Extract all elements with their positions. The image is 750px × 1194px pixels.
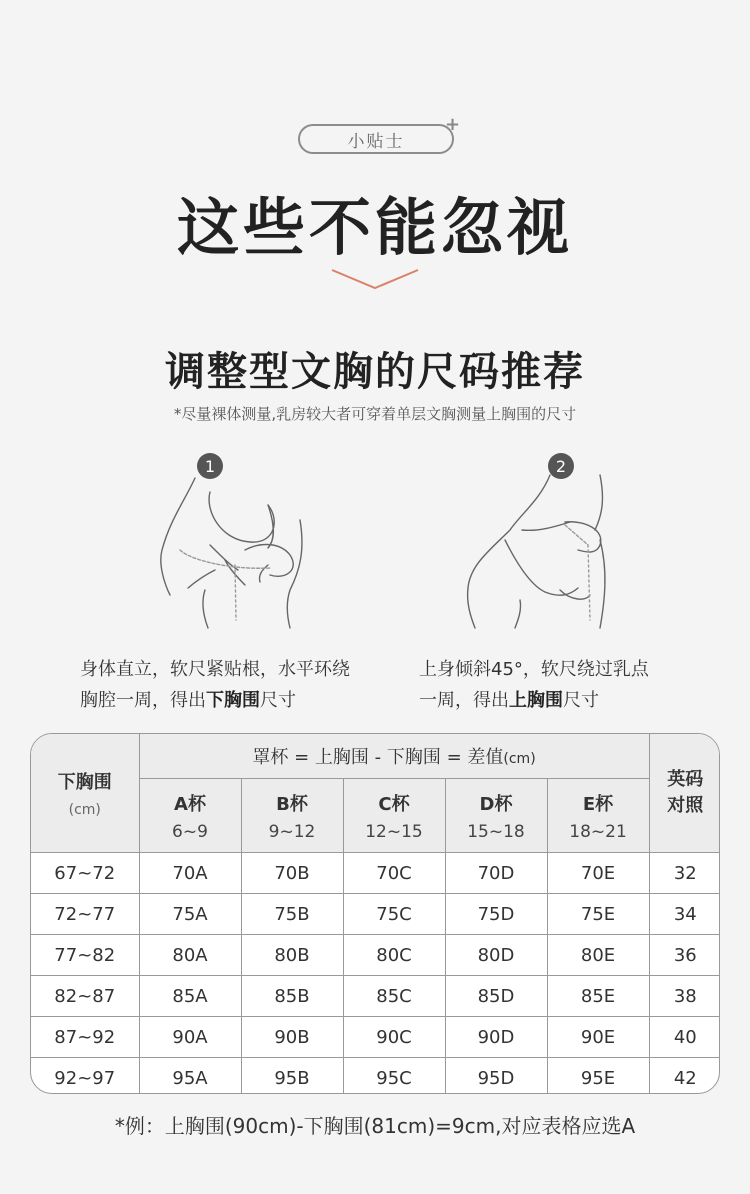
size-cell: 85A (139, 976, 241, 1017)
front-measure-illustration (150, 470, 320, 630)
size-cell: 95D (445, 1058, 547, 1095)
table-row (31, 1058, 720, 1095)
table-row (31, 894, 720, 935)
section-title: 调整型文胸的尺码推荐 (165, 349, 585, 395)
size-cell: 90C (343, 1017, 445, 1058)
under-bust-header: 下胸围 (cm) (31, 734, 139, 853)
chevron-down-icon (330, 268, 420, 292)
under-bust-cell: 77~82 (31, 935, 139, 976)
size-cell: 75C (343, 894, 445, 935)
uk-size-cell: 32 (649, 853, 720, 894)
table-row (31, 853, 720, 894)
step-2-badge: 2 (548, 453, 574, 479)
plus-icon: + (445, 114, 461, 135)
step-1-line-1: 身体直立，软尺紧贴根，水平环绕 (80, 659, 350, 680)
cup-header-3: D杯 15~18 (445, 779, 547, 853)
under-bust-cell: 82~87 (31, 976, 139, 1017)
size-cell: 85C (343, 976, 445, 1017)
size-cell: 90E (547, 1017, 649, 1058)
measure-note: *尽量裸体测量,乳房较大者可穿着单层文胸测量上胸围的尺寸 (173, 405, 577, 423)
cup-header-4: E杯 18~21 (547, 779, 649, 853)
size-cell: 80A (139, 935, 241, 976)
tip-label: 小贴士 (347, 131, 405, 152)
size-cell: 95C (343, 1058, 445, 1095)
step-2-line-1: 上身倾斜45°，软尺绕过乳点 (419, 659, 649, 680)
size-cell: 75D (445, 894, 547, 935)
size-cell: 95E (547, 1058, 649, 1095)
step-2-caption (419, 654, 649, 716)
table-row (31, 1017, 720, 1058)
cup-header-2: C杯 12~15 (343, 779, 445, 853)
size-cell: 80D (445, 935, 547, 976)
size-cell: 75B (241, 894, 343, 935)
size-cell: 85D (445, 976, 547, 1017)
size-cell: 70A (139, 853, 241, 894)
under-bust-cell: 67~72 (31, 853, 139, 894)
size-cell: 70E (547, 853, 649, 894)
size-cell: 95A (139, 1058, 241, 1095)
size-cell: 80C (343, 935, 445, 976)
cup-formula-header: 罩杯 = 上胸围 - 下胸围 = 差值(cm) (139, 734, 649, 779)
size-cell: 70C (343, 853, 445, 894)
uk-size-cell: 42 (649, 1058, 720, 1095)
cup-header-0: A杯 6~9 (139, 779, 241, 853)
under-bust-cell: 72~77 (31, 894, 139, 935)
step-1-caption (80, 654, 350, 716)
size-cell: 90B (241, 1017, 343, 1058)
size-cell: 75A (139, 894, 241, 935)
size-cell: 85B (241, 976, 343, 1017)
page-title: 这些不能忽视 (176, 191, 573, 264)
size-cell: 95B (241, 1058, 343, 1095)
step-1-line-2: 胸腔一周，得出下胸围尺寸 (80, 690, 296, 711)
step-1-badge: 1 (197, 453, 223, 479)
under-bust-cell: 87~92 (31, 1017, 139, 1058)
side-measure-illustration (460, 470, 630, 630)
step-2-line-2: 一周，得出上胸围尺寸 (419, 690, 599, 711)
size-cell: 80B (241, 935, 343, 976)
size-cell: 90D (445, 1017, 547, 1058)
size-cell: 85E (547, 976, 649, 1017)
size-cell: 90A (139, 1017, 241, 1058)
size-cell: 70D (445, 853, 547, 894)
table-row (31, 935, 720, 976)
uk-size-cell: 40 (649, 1017, 720, 1058)
tip-badge (298, 124, 454, 154)
uk-size-cell: 34 (649, 894, 720, 935)
table-row (31, 976, 720, 1017)
under-bust-cell: 92~97 (31, 1058, 139, 1095)
size-table (30, 733, 720, 1094)
size-cell: 75E (547, 894, 649, 935)
uk-size-cell: 36 (649, 935, 720, 976)
cup-header-1: B杯 9~12 (241, 779, 343, 853)
size-cell: 80E (547, 935, 649, 976)
example-note: *例：上胸围(90cm)-下胸围(81cm)=9cm,对应表格应选A (114, 1114, 636, 1138)
uk-size-cell: 38 (649, 976, 720, 1017)
uk-size-header: 英码 对照 (649, 734, 720, 853)
size-cell: 70B (241, 853, 343, 894)
